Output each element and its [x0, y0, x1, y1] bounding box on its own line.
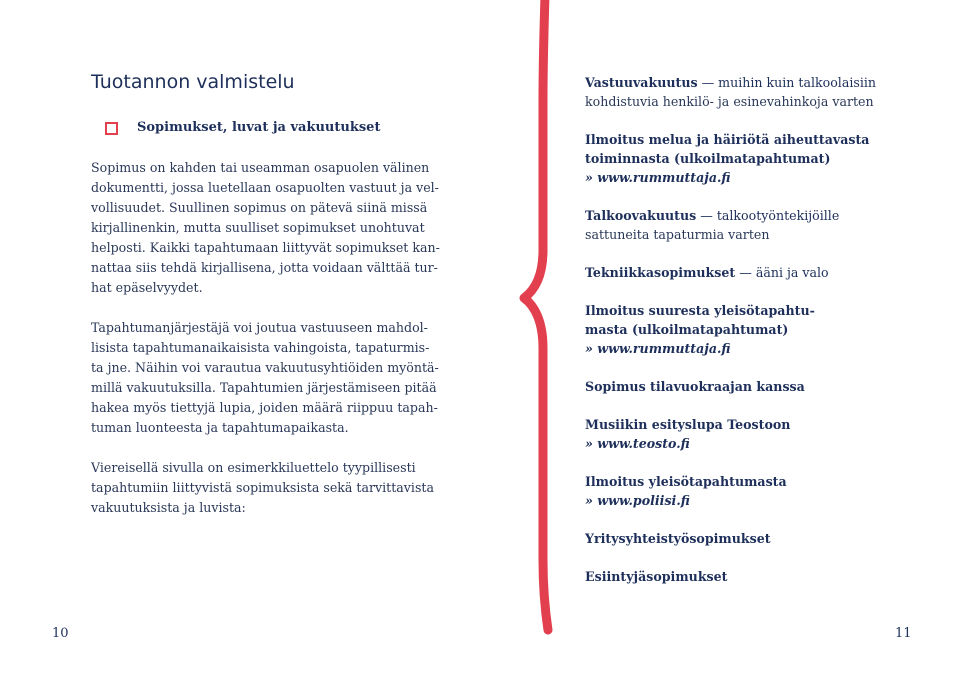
paragraph-line: millä vakuutuksilla. Tapahtumien järjestämiseen pitää: [91, 380, 437, 395]
right-page-list: [585, 73, 915, 605]
list-item: [585, 529, 915, 548]
item-heading: Musiikin esityslupa Teostoon: [585, 417, 791, 432]
paragraph-line: ta jne. Näihin voi varautua vakuutusyhtiöiden myöntä-: [91, 360, 439, 375]
item-link[interactable]: » www.rummuttaja.fi: [585, 170, 731, 185]
paragraph-line: nattaa siis tehdä kirjallisena, jotta voidaan välttää tur-: [91, 260, 438, 275]
paragraph-line: Sopimus on kahden tai useamman osapuolen välinen: [91, 160, 430, 175]
list-item: [585, 73, 915, 111]
paragraph-line: lisista tapahtumanaikaisista vahingoista, tapaturmis-: [91, 340, 430, 355]
paragraph-line: tapahtumiin liittyvistä sopimuksista sekä tarvittavista: [91, 480, 434, 495]
paragraph-line: tuman luonteesta ja tapahtumapaikasta.: [91, 420, 349, 435]
paragraph-line: hat epäselvyydet.: [91, 280, 203, 295]
page-number-right: 11: [895, 626, 912, 641]
paragraph-intro: [91, 158, 451, 298]
item-heading: Ilmoitus yleisötapahtumasta: [585, 474, 787, 489]
item-link[interactable]: » www.rummuttaja.fi: [585, 341, 731, 356]
item-heading: Tekniikkasopimukset: [585, 265, 736, 280]
paragraph-liability: [91, 318, 451, 438]
item-description: — ääni ja valo: [735, 265, 829, 280]
paragraph-line: helposti. Kaikki tapahtumaan liittyvät sopimukset kan-: [91, 240, 440, 255]
item-description: kohdistuvia henkilö- ja esinevahinkoja varten: [585, 94, 874, 109]
item-heading: Esiintyjäsopimukset: [585, 569, 728, 584]
list-item: [585, 301, 915, 358]
list-item: [585, 415, 915, 453]
paragraph-line: vollisuudet. Suullinen sopimus on pätevä siinä missä: [91, 200, 428, 215]
left-page-content: [91, 70, 451, 518]
paragraph-line: dokumentti, jossa luetellaan osapuolten vastuut ja vel-: [91, 180, 439, 195]
paragraph-line: Tapahtumanjärjestäjä voi joutua vastuuseen mahdol-: [91, 320, 428, 335]
item-link[interactable]: » www.teosto.fi: [585, 436, 690, 451]
item-heading: Ilmoitus melua ja häiriötä aiheuttavasta: [585, 132, 870, 147]
paragraph-line: vakuutuksista ja luvista:: [91, 500, 246, 515]
item-description: sattuneita tapaturmia varten: [585, 227, 770, 242]
paragraph-reference: [91, 458, 451, 518]
item-heading: Talkoovakuutus: [585, 208, 697, 223]
item-heading: Vastuuvakuutus: [585, 75, 698, 90]
list-item: [585, 472, 915, 510]
item-heading: Yritysyhteistyösopimukset: [585, 531, 771, 546]
list-item: [585, 377, 915, 396]
paragraph-line: hakea myös tiettyjä lupia, joiden määrä riippuu tapah-: [91, 400, 438, 415]
list-item: [585, 206, 915, 244]
item-description: — muihin kuin talkoolaisiin: [697, 75, 876, 90]
page-number-left: 10: [52, 626, 69, 641]
item-heading: Sopimus tilavuokraajan kanssa: [585, 379, 805, 394]
list-item: [585, 130, 915, 187]
paragraph-line: kirjallinenkin, mutta suulliset sopimukset unohtuvat: [91, 220, 425, 235]
list-item: [585, 567, 915, 586]
item-link[interactable]: » www.poliisi.fi: [585, 493, 690, 508]
item-heading: toiminnasta (ulkoilmatapahtumat): [585, 151, 831, 166]
item-heading: masta (ulkoilmatapahtumat): [585, 322, 789, 337]
page-title: Tuotannon valmistelu: [91, 71, 295, 93]
item-heading: Ilmoitus suuresta yleisötapahtu-: [585, 303, 815, 318]
paragraph-line: Viereisellä sivulla on esimerkkiluettelo tyypillisesti: [91, 460, 416, 475]
list-item: [585, 263, 915, 282]
section-header: [105, 119, 451, 137]
section-title: Sopimukset, luvat ja vakuutukset: [137, 120, 381, 135]
item-description: — talkootyöntekijöille: [696, 208, 840, 223]
curly-brace-icon: [510, 0, 570, 677]
checkbox-icon: [105, 122, 118, 135]
